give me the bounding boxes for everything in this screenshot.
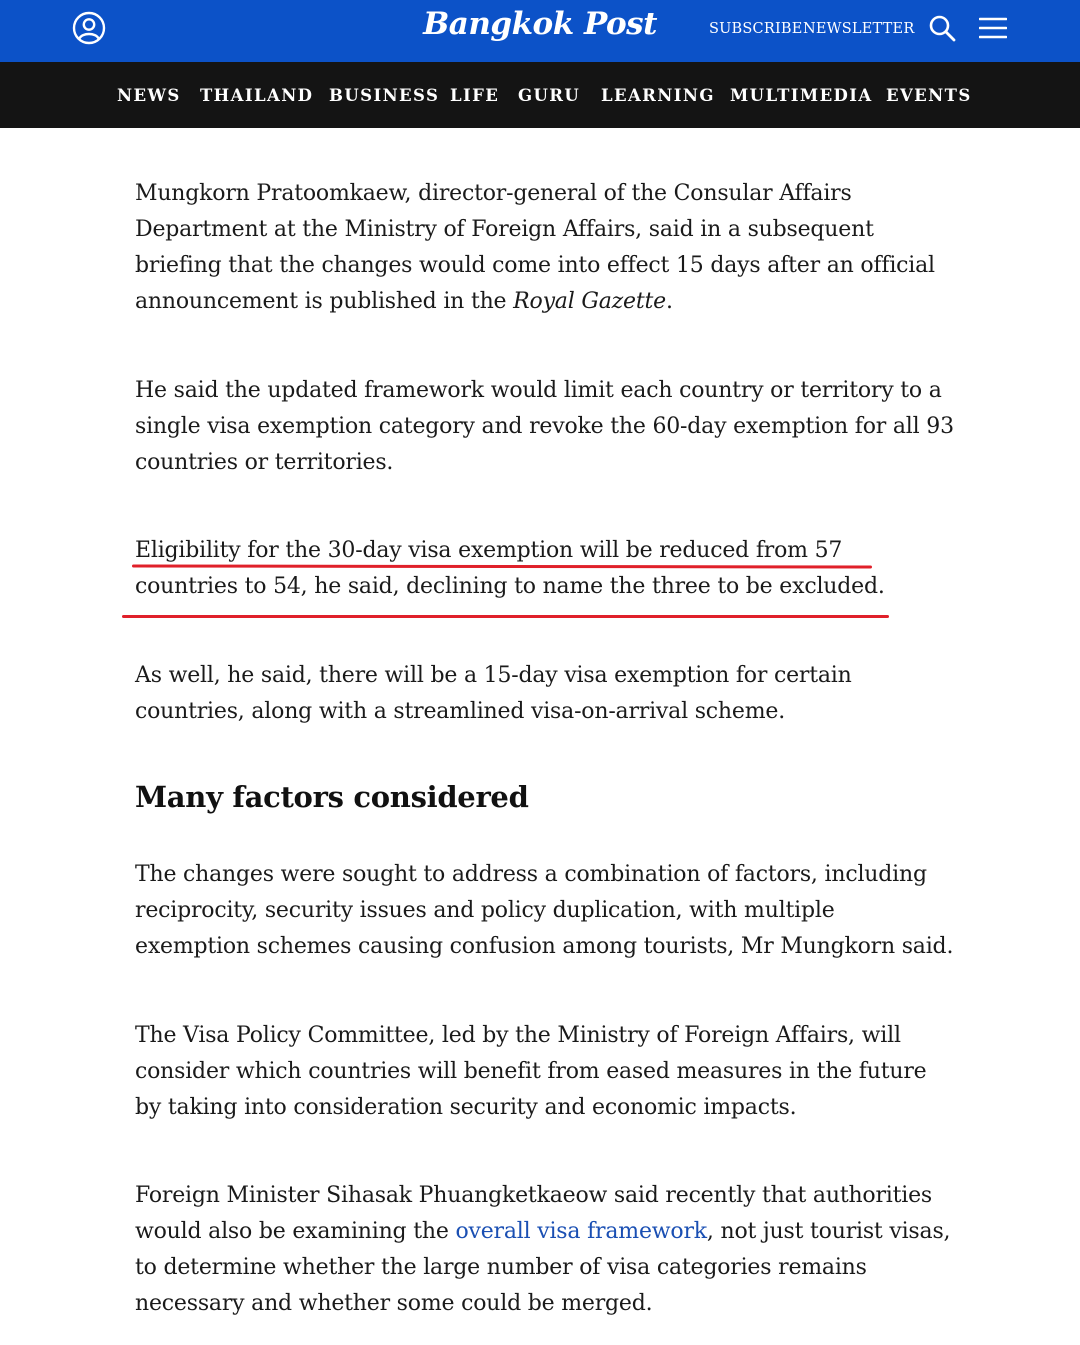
red-underline-annotation [122,615,889,618]
publication-name: Royal Gazette [513,289,666,314]
site-logo-link[interactable]: Bangkok Post [423,6,657,42]
nav-item-news[interactable]: NEWS [117,86,181,105]
nav-item-multimedia[interactable]: MULTIMEDIA [730,86,873,105]
paragraph-end: . [665,289,673,314]
nav-item-learning[interactable]: LEARNING [601,86,715,105]
article-paragraph: As well, he said, there will be a 15-day visa exemption for certain countries, along with a streamlined visa-on-arrival scheme. [135,663,852,724]
newsletter-link[interactable]: NEWSLETTER [803,21,915,37]
highlighted-paragraph: Eligibility for the 30-day visa exemption will be reduced from 57 countries to 54, he said, declining to name the three to be excluded. [135,538,885,599]
nav-item-thailand[interactable]: THAILAND [200,86,314,105]
article-paragraph: He said the updated framework would limit each country or territory to a single visa exemption category and revoke the 60-day exemption for all 93 countries or territories. [135,378,954,475]
paragraph-text: Foreign Minister Sihasak Phuangketkaeow said recently that authorities would also be examining the [135,1183,933,1244]
article-paragraph [135,176,955,320]
article-paragraph: The Visa Policy Committee, led by the Ministry of Foreign Affairs, will consider which countries will benefit from eased measures in the future by taking into consideration security and economic impacts. [135,1023,927,1120]
section-heading: Many factors considered [135,780,529,814]
article-paragraph [135,1178,955,1322]
site-header [0,0,1080,62]
paragraph-end: , not just tourist visas, to determine whether the large number of visa categories remains necessary and whether some could be merged. [135,1219,951,1316]
nav-item-events[interactable]: EVENTS [886,86,972,105]
nav-item-guru[interactable]: GURU [518,86,581,105]
subscribe-link[interactable]: SUBSCRIBE [709,21,803,37]
visa-framework-link[interactable]: overall visa framework [455,1219,707,1244]
paragraph-text: Mungkorn Pratoomkaew, director-general of the Consular Affairs Department at the Ministry of Foreign Affairs, said in a subsequent briefing that the changes would come into effect 15 days after an official announcement is published in the [135,181,935,314]
user-profile-icon[interactable] [72,11,106,45]
search-icon[interactable] [928,14,956,42]
section-nav [0,62,1080,128]
article-paragraph: The changes were sought to address a combination of factors, including reciprocity, security issues and policy duplication, with multiple exemption schemes causing confusion among tourists, Mr Mungkorn said. [135,862,954,959]
nav-item-life[interactable]: LIFE [450,86,500,105]
site-logo [0,6,1080,42]
hamburger-menu-icon[interactable] [979,16,1007,40]
nav-item-business[interactable]: BUSINESS [329,86,440,105]
